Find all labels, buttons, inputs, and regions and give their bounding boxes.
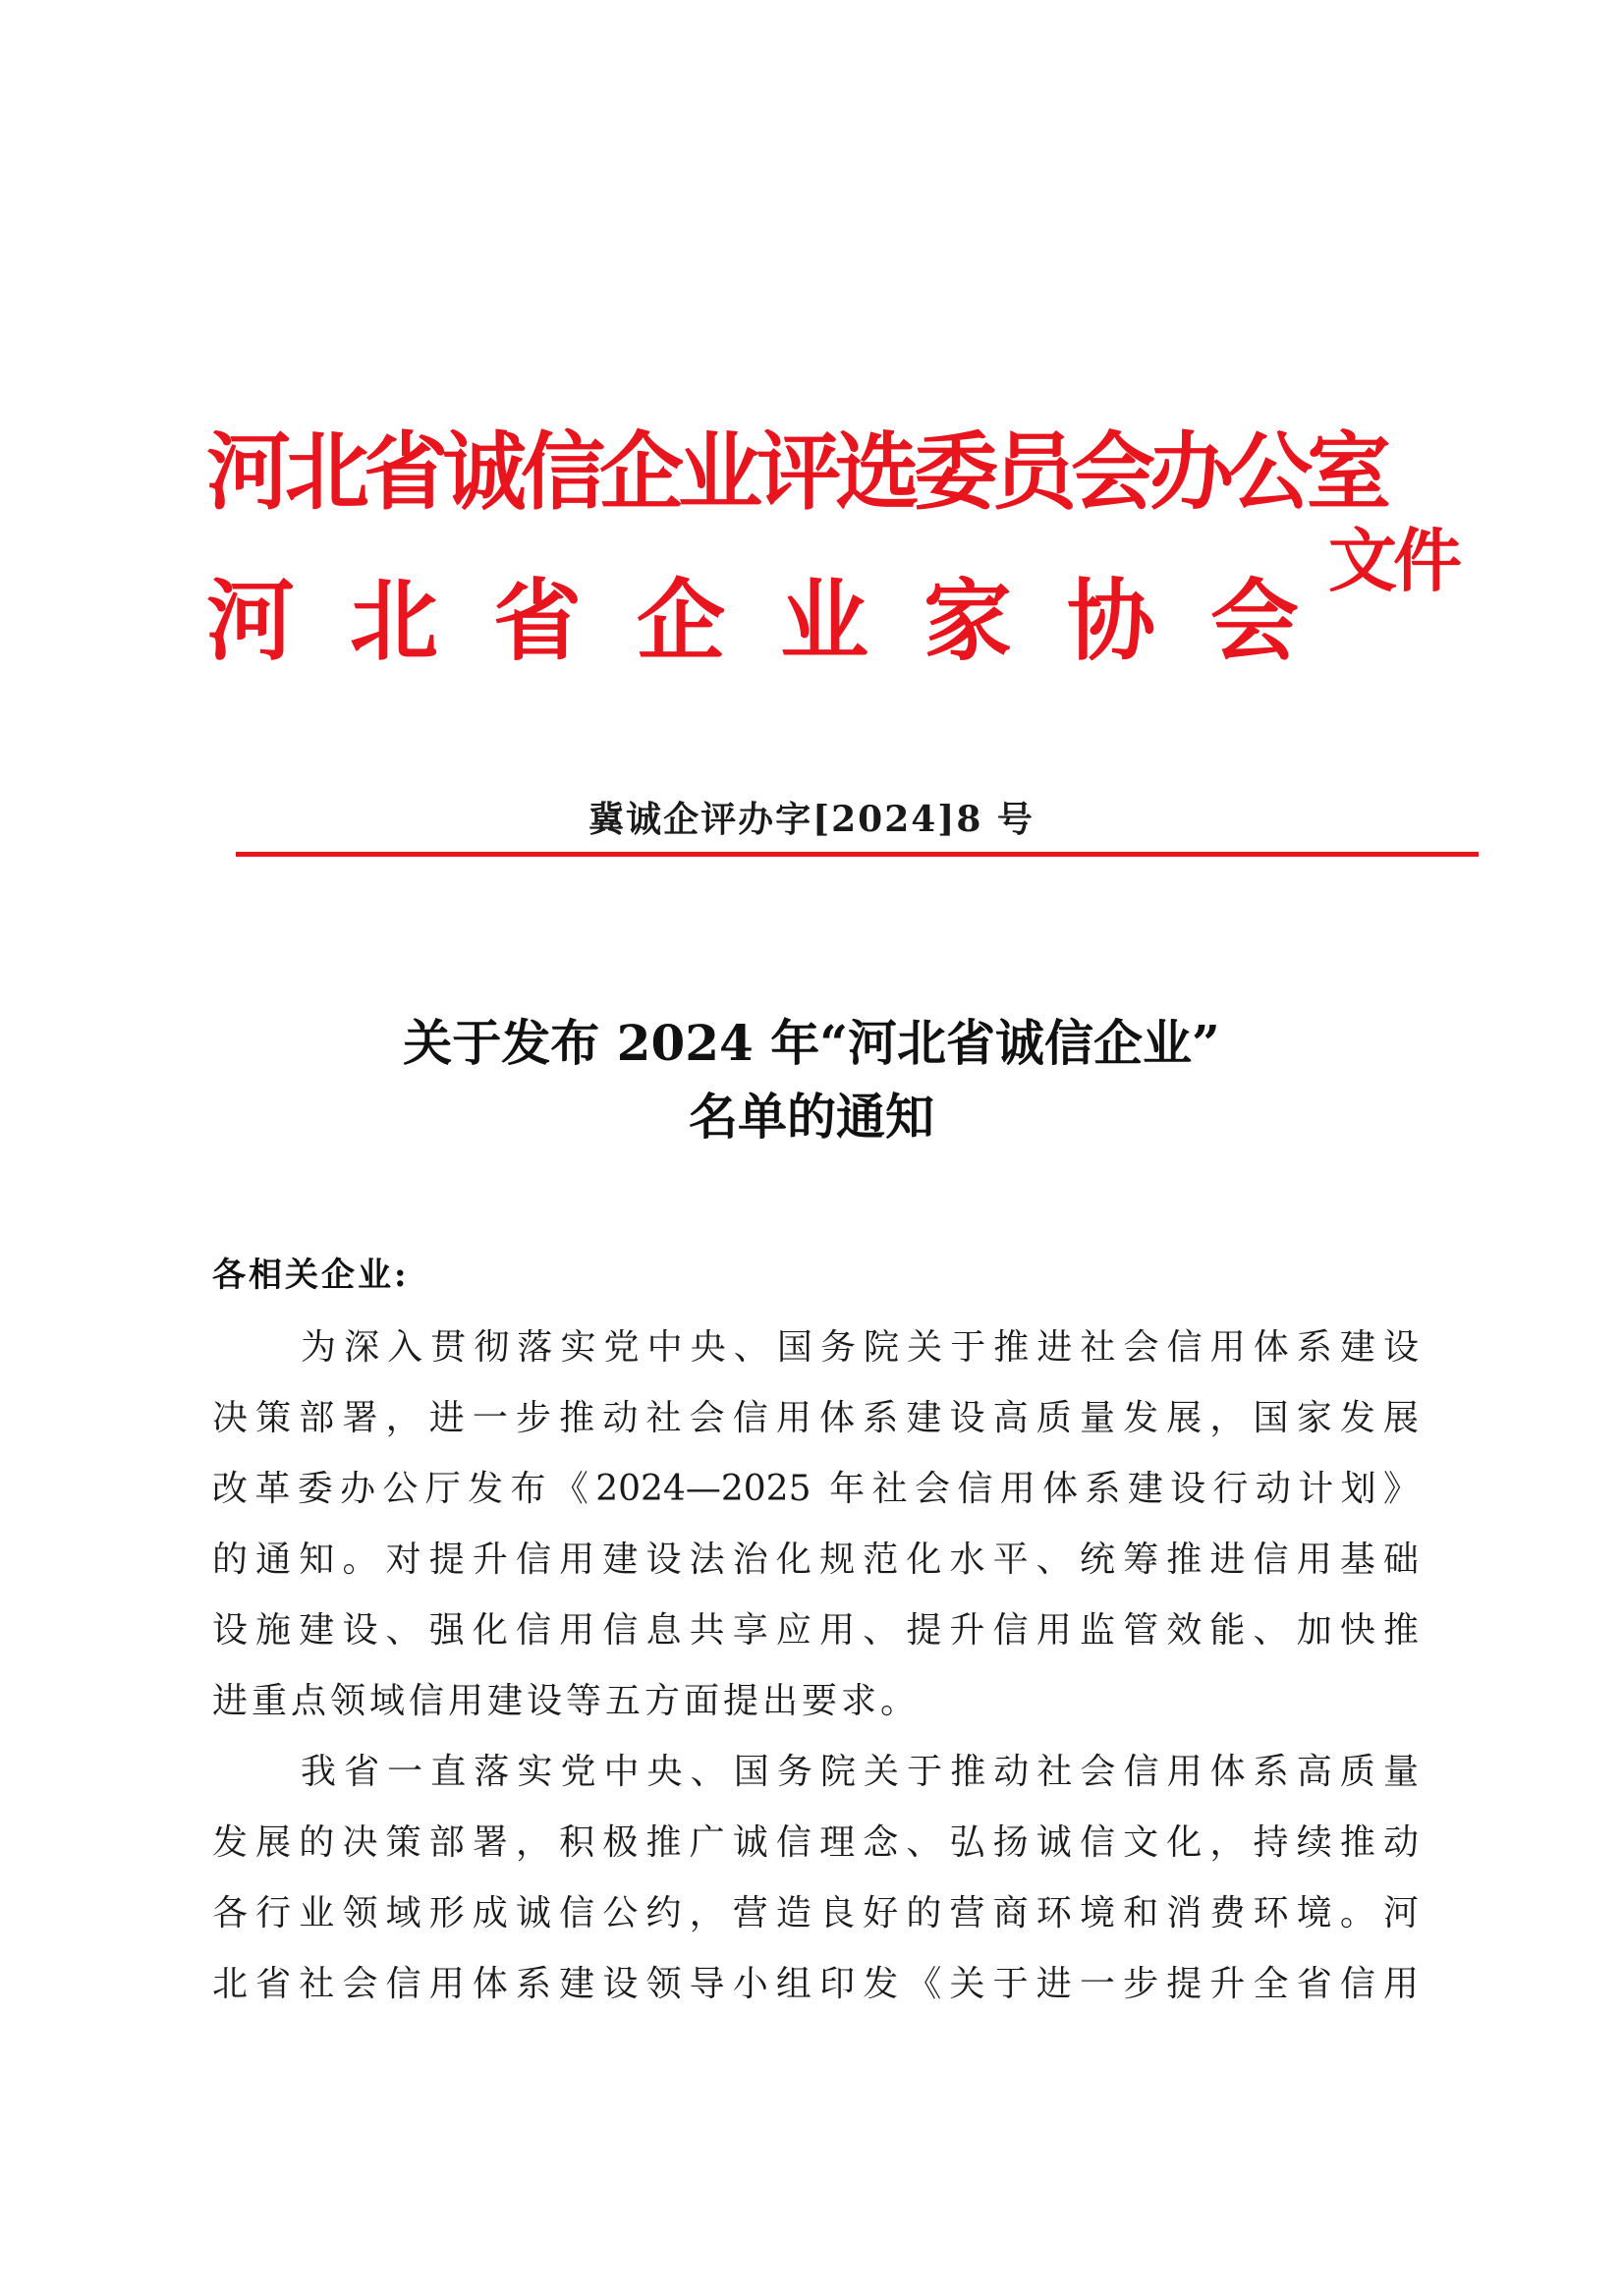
issuer-line-committee-office: 河北省诚信企业评选委员会办公室 [206, 422, 1385, 522]
notice-title-line-1: 关于发布 2024 年“河北省诚信企业” [403, 1014, 1220, 1072]
notice-title-line-2: 名单的通知 [689, 1088, 934, 1146]
paragraph-line: 为深入贯彻落实党中央、国务院关于推进社会信用体系建设 [301, 1327, 1419, 1368]
paragraph-line: 各行业领域形成诚信公约，营造良好的营商环境和消费环境。河 [212, 1893, 1419, 1933]
paragraph-line: 我省一直落实党中央、国务院关于推动社会信用体系高质量 [301, 1752, 1419, 1792]
red-divider-line [236, 852, 1479, 857]
paragraph-line: 改革委办公厅发布《2024—2025 年社会信用体系建设行动计划》 [212, 1469, 1419, 1509]
paragraph-line: 设施建设、强化信用信息共享应用、提升信用监管效能、加快推 [212, 1610, 1419, 1651]
document-number: 冀诚企评办字[2024]8 号 [588, 799, 1035, 840]
body-paragraph-1 [212, 1313, 1419, 1737]
paragraph-line: 北省社会信用体系建设领导小组印发《关于进一步提升全省信用 [212, 1964, 1419, 2004]
paragraph-line: 进重点领域信用建设等五方面提出要求。 [212, 1681, 921, 1721]
paragraph-line: 发展的决策部署，积极推广诚信理念、弘扬诚信文化，持续推动 [212, 1822, 1419, 1863]
salutation: 各相关企业: [212, 1256, 410, 1295]
issuer-line-entrepreneurs-association: 河北省企业家协会 [206, 569, 1354, 673]
paragraph-line: 的通知。对提升信用建设法治化规范化水平、统筹推进信用基础 [212, 1540, 1419, 1580]
body-paragraph-2 [212, 1737, 1419, 2020]
paragraph-line: 决策部署，进一步推动社会信用体系建设高质量发展，国家发展 [212, 1398, 1419, 1438]
document-suffix: 文件 [1328, 520, 1458, 601]
